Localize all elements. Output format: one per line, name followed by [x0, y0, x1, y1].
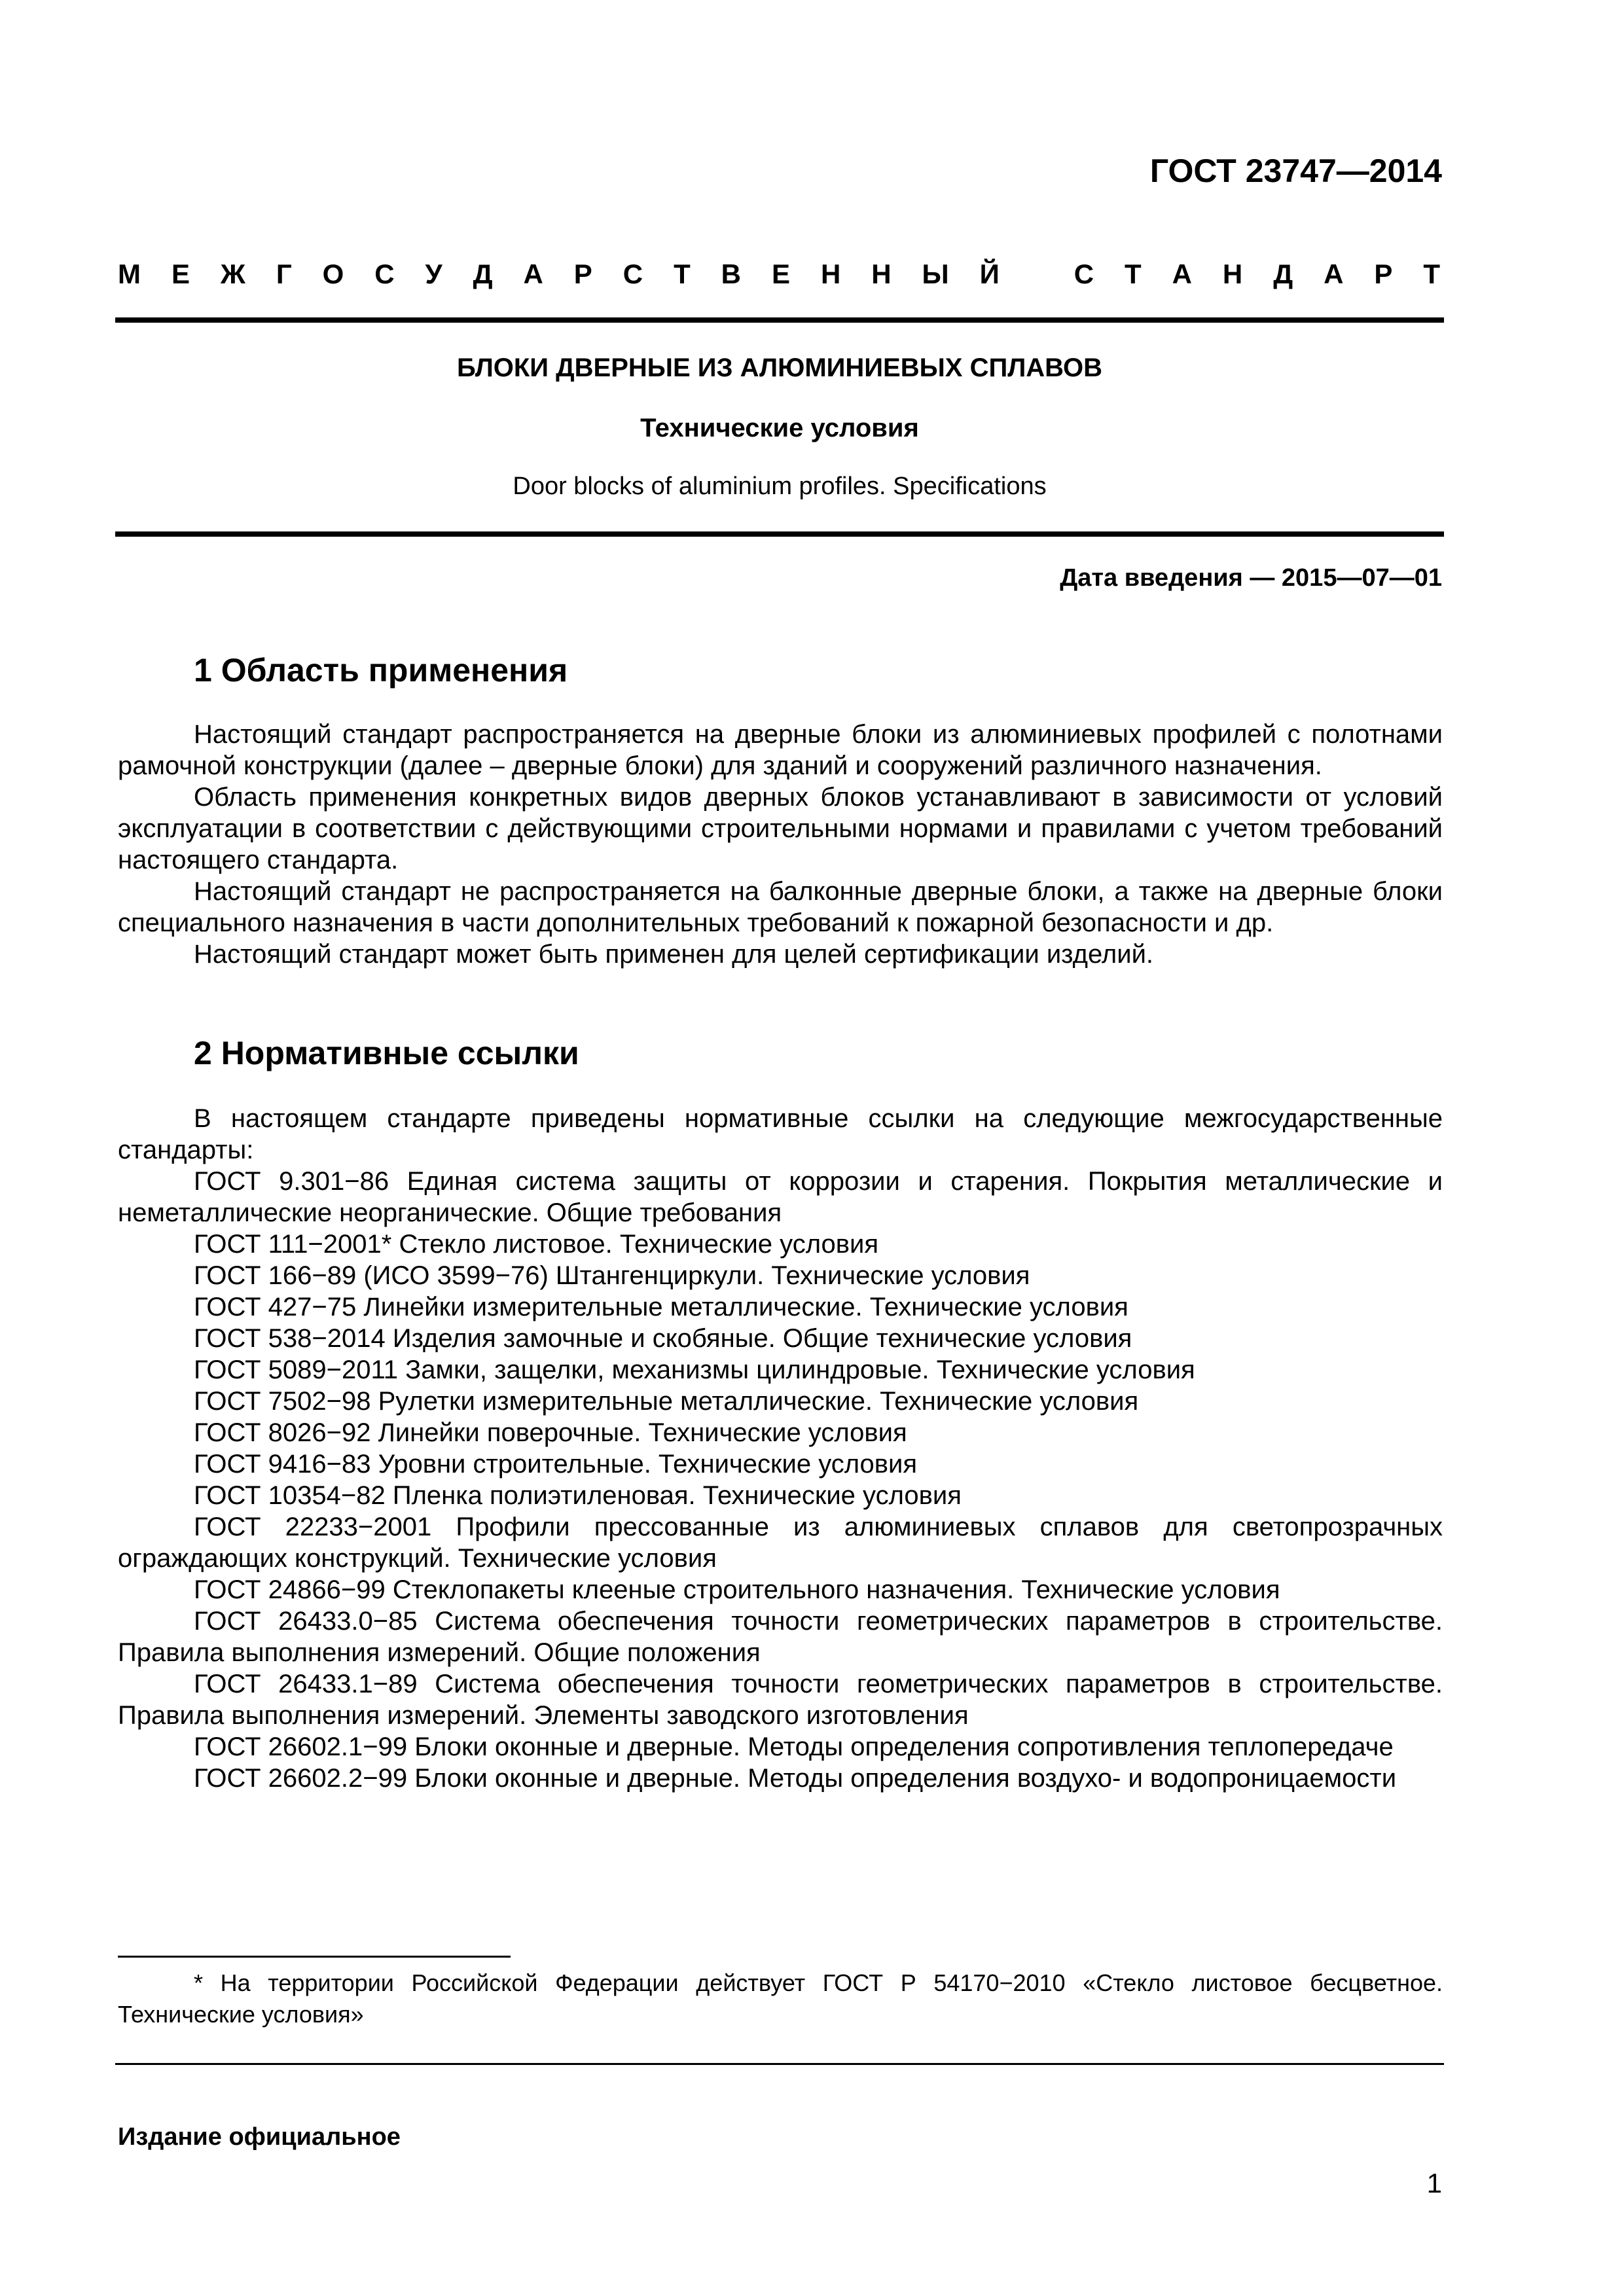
header-letter: С [1074, 259, 1094, 289]
reference-item: ГОСТ 26433.1−89 Система обеспечения точности геометрических параметров в строительстве. Правила выполнения измерений. Элементы заводского изготовления [118, 1670, 1443, 1730]
header-letter: Т [1125, 259, 1142, 289]
header-letter: Д [1273, 259, 1293, 289]
reference-item: ГОСТ 427−75 Линейки измерительные металлические. Технические условия [194, 1293, 1128, 1321]
title-bottom-rule [115, 531, 1444, 537]
document-title-english: Door blocks of aluminium profiles. Specifications [513, 473, 1047, 500]
header-letter: Е [771, 259, 790, 289]
reference-item: ГОСТ 7502−98 Рулетки измерительные металлические. Технические условия [194, 1387, 1139, 1416]
header-letter: В [721, 259, 742, 289]
header-letter: Ж [220, 259, 245, 289]
header-letter: А [1324, 259, 1344, 289]
header-letter: Т [1423, 259, 1440, 289]
section-1-heading: 1 Область применения [194, 652, 568, 689]
footnote-separator [118, 1956, 511, 1958]
header-letter: Т [674, 259, 691, 289]
header-letter [1030, 259, 1043, 290]
header-letter: Н [1222, 259, 1243, 289]
header-letter: С [623, 259, 643, 289]
reference-item: ГОСТ 22233−2001 Профили прессованные из алюминиевых сплавов для светопрозрачных ограждающих конструкций. Технические условия [118, 1513, 1443, 1573]
paragraph: Настоящий стандарт распространяется на дверные блоки из алюминиевых профилей с полотнами рамочной конструкции (далее – дверные блоки) для зданий и сооружений различного назначения. [118, 720, 1443, 780]
paragraph: В настоящем стандарте приведены нормативные ссылки на следующие межгосударственные стандарты: [118, 1104, 1443, 1164]
paragraph: Настоящий стандарт может быть применен для целей сертификации изделий. [194, 940, 1154, 969]
reference-item: ГОСТ 538−2014 Изделия замочные и скобяные. Общие технические условия [194, 1324, 1132, 1353]
section-2-heading: 2 Нормативные ссылки [194, 1035, 579, 1071]
header-letter: А [523, 259, 543, 289]
header-letter: С [374, 259, 395, 289]
header-letter: Й [979, 259, 1000, 289]
section-1-body [118, 719, 1443, 970]
interstate-standard-label [118, 259, 1440, 290]
header-letter: М [118, 259, 141, 289]
footer-rule [115, 2063, 1444, 2065]
reference-item: ГОСТ 166−89 (ИСО 3599−76) Штангенциркули. Технические условия [194, 1261, 1030, 1290]
document-subtitle: Технические условия [640, 414, 919, 442]
document-number: ГОСТ 23747—2014 [1149, 152, 1442, 189]
reference-item: ГОСТ 9.301−86 Единая система защиты от коррозии и старения. Покрытия металлические и неметаллические неорганические. Общие требования [118, 1167, 1443, 1227]
reference-item: ГОСТ 24866−99 Стеклопакеты клееные строительного назначения. Технические условия [194, 1575, 1280, 1604]
header-letter: У [425, 259, 442, 289]
header-letter: Н [820, 259, 841, 289]
header-letter: Г [276, 259, 292, 289]
reference-item: ГОСТ 26433.0−85 Система обеспечения точности геометрических параметров в строительстве. Правила выполнения измерений. Общие положения [118, 1607, 1443, 1667]
reference-item: ГОСТ 26602.2−99 Блоки оконные и дверные. Методы определения воздухо- и водопроницаемости [194, 1764, 1397, 1793]
top-thick-rule [115, 317, 1444, 323]
header-letter: Р [573, 259, 592, 289]
introduction-date: Дата введения — 2015—07—01 [1060, 564, 1442, 592]
header-letter: Ы [922, 259, 949, 289]
page-number: 1 [1426, 2168, 1442, 2198]
reference-item: ГОСТ 5089−2011 Замки, защелки, механизмы цилиндровые. Технические условия [194, 1355, 1195, 1384]
reference-item: ГОСТ 8026−92 Линейки поверочные. Технические условия [194, 1418, 907, 1447]
document-title: БЛОКИ ДВЕРНЫЕ ИЗ АЛЮМИНИЕВЫХ СПЛАВОВ [456, 353, 1103, 382]
header-letter: Н [871, 259, 892, 289]
section-2-body [118, 1103, 1443, 1794]
reference-item: ГОСТ 26602.1−99 Блоки оконные и дверные. Методы определения сопротивления теплопередаче [194, 1732, 1394, 1761]
reference-item: ГОСТ 10354−82 Пленка полиэтиленовая. Технические условия [194, 1481, 962, 1510]
paragraph: Область применения конкретных видов дверных блоков устанавливают в зависимости от условий эксплуатации в соответствии с действующими строительными нормами и правилами с учетом требований настоящего стандарта. [118, 783, 1443, 874]
paragraph: Настоящий стандарт не распространяется на балконные дверные блоки, а также на дверные блоки специального назначения в части дополнительных требований к пожарной безопасности и др. [118, 877, 1443, 937]
header-letter: Е [171, 259, 190, 289]
reference-item: ГОСТ 111−2001* Стекло листовое. Технические условия [194, 1230, 878, 1259]
footnote: * На территории Российской Федерации действует ГОСТ Р 54170−2010 «Стекло листовое бесцветное. Технические условия» [118, 1969, 1443, 2028]
header-letter: А [1172, 259, 1192, 289]
header-letter: Д [473, 259, 493, 289]
edition-label: Издание официальное [118, 2123, 401, 2151]
reference-item: ГОСТ 9416−83 Уровни строительные. Технические условия [194, 1450, 918, 1479]
header-letter: Р [1374, 259, 1393, 289]
header-letter: О [322, 259, 344, 289]
